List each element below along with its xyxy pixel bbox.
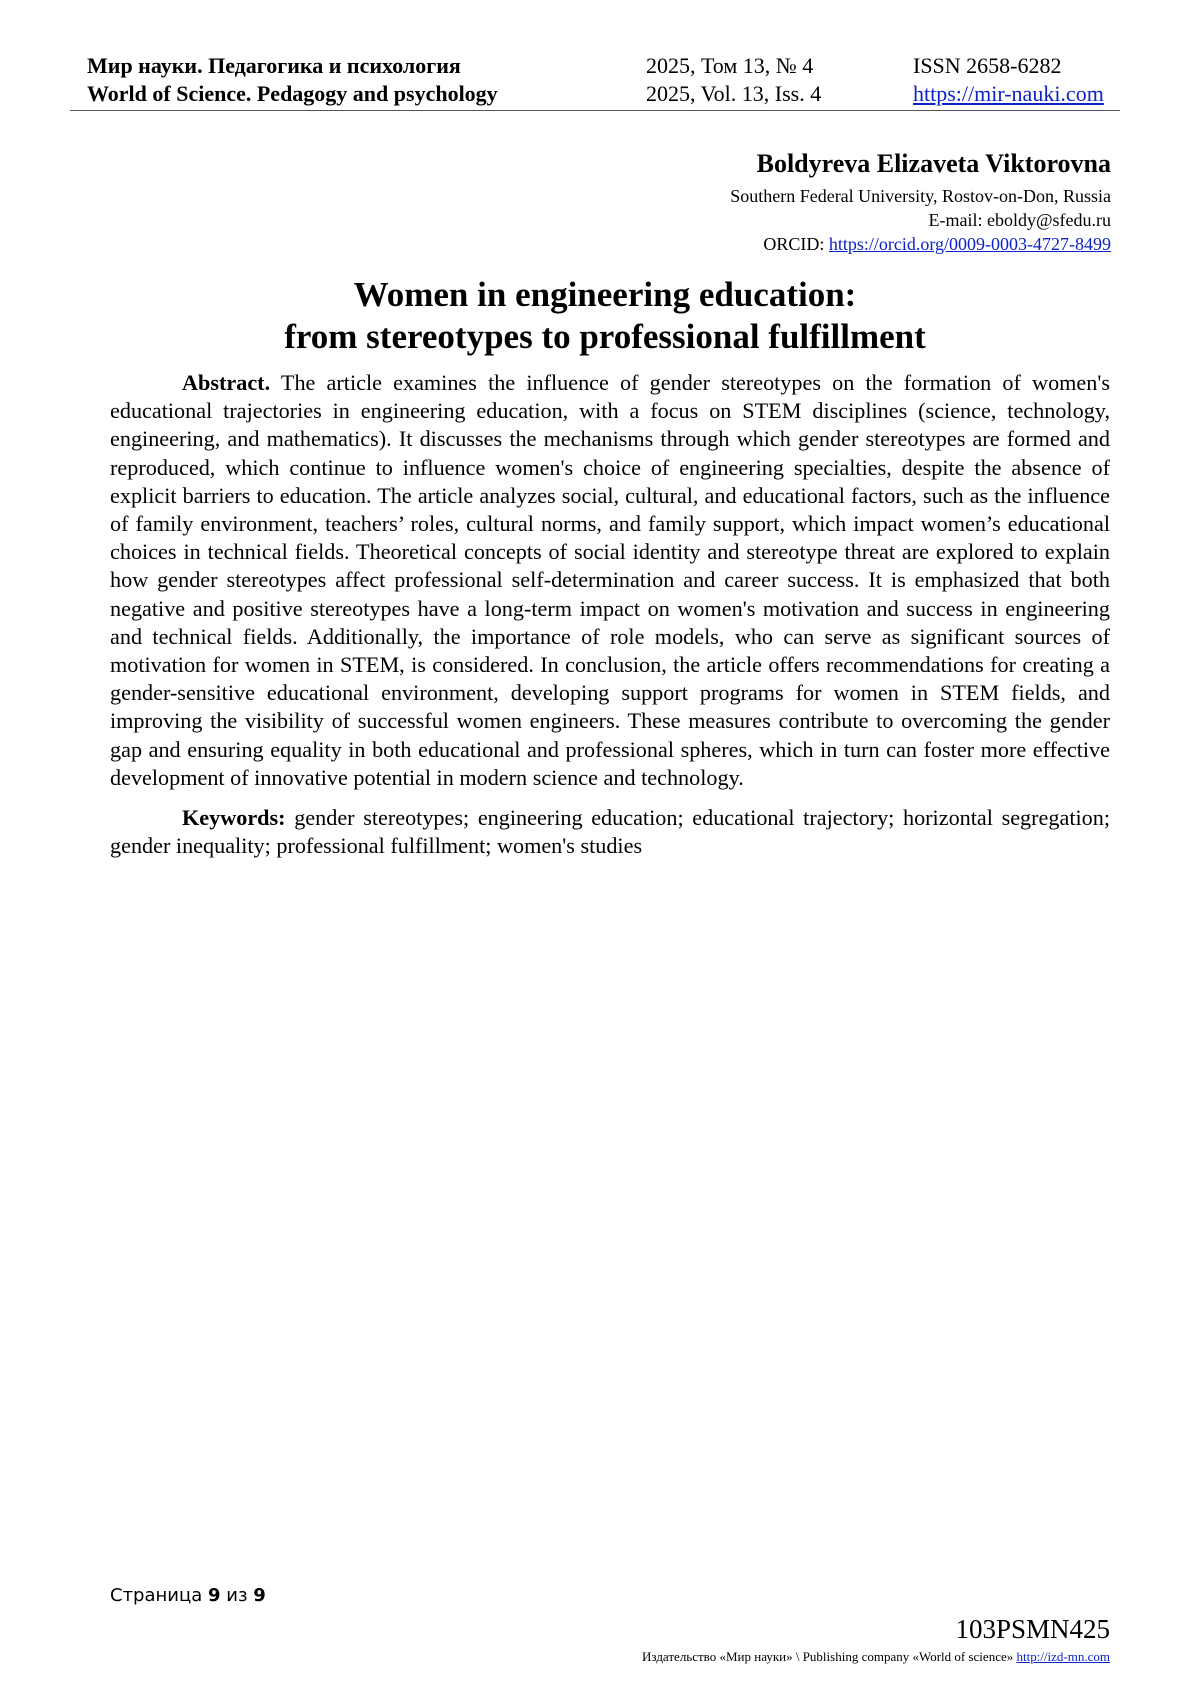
header-row-ru <box>87 52 1107 80</box>
title-line-1: Women in engineering education: <box>353 275 857 314</box>
author-email: E-mail: eboldy@sfedu.ru <box>928 210 1111 230</box>
abstract-section <box>110 369 1110 860</box>
page-counter-prefix: Страница <box>110 1585 203 1606</box>
journal-title-ru: Мир науки. Педагогика и психология <box>87 53 461 78</box>
issn: ISSN 2658-6282 <box>913 53 1062 78</box>
page-current: 9 <box>208 1585 221 1606</box>
page-total: 9 <box>253 1585 266 1606</box>
page-counter-of: из <box>226 1585 248 1606</box>
journal-website-link[interactable]: https://mir-nauki.com <box>913 81 1104 106</box>
keywords-paragraph <box>110 804 1110 860</box>
article-title <box>100 274 1110 358</box>
publisher-footer <box>642 1649 1110 1665</box>
publisher-link[interactable]: http://izd-mn.com <box>1016 1649 1110 1664</box>
keywords-label: Keywords: <box>182 805 286 831</box>
header-divider <box>70 110 1120 111</box>
author-block <box>730 148 1111 256</box>
document-id: 103PSMN425 <box>955 1614 1110 1644</box>
journal-title-en: World of Science. Pedagogy and psychology <box>87 81 498 106</box>
page-counter <box>110 1585 266 1606</box>
author-name: Boldyreva Elizaveta Viktorovna <box>756 149 1111 178</box>
issue-en: 2025, Vol. 13, Iss. 4 <box>646 81 822 106</box>
journal-header <box>87 52 1107 108</box>
keywords-text: gender stereotypes; engineering education; educational trajectory; horizontal segregation; gender inequality; professional fulfillment; women's studies <box>110 805 1111 859</box>
orcid-link[interactable]: https://orcid.org/0009-0003-4727-8499 <box>828 234 1111 254</box>
orcid-label: ORCID: <box>763 234 825 254</box>
author-affiliation: Southern Federal University, Rostov-on-Don, Russia <box>730 186 1111 206</box>
publisher-name: Издательство «Мир науки» \ Publishing company «World of science» <box>642 1649 1014 1664</box>
author-orcid <box>730 232 1111 256</box>
abstract-text: The article examines the influence of gender stereotypes on the formation of women's educational trajectories in engineering education, with a focus on STEM disciplines (science, technology, engineering, and mathematics). It discusses the mechanisms through which gender stereotypes are formed and reproduced, which continue to influence women's choice of engineering specialties, despite the absence of explicit barriers to education. The article analyzes social, cultural, and educational factors, such as the influence of family environment, teachers’ roles, cultural norms, and family support, which impact women’s educational choices in technical fields. Theoretical concepts of social identity and stereotype threat are explored to explain how gender stereotypes affect professional self-determination and career success. It is emphasized that both negative and positive stereotypes have a long-term impact on women's motivation and success in engineering and technical fields. Additionally, the importance of role models, who can serve as significant sources of motivation for women in STEM, is considered. In conclusion, the article offers recommendations for creating a gender-sensitive educational environment, developing support programs for women in STEM fields, and improving the visibility of successful women engineers. These measures contribute to overcoming the gender gap and ensuring equality in both educational and professional spheres, which in turn can foster more effective development of innovative potential in modern science and technology. <box>110 370 1110 790</box>
issue-ru: 2025, Том 13, № 4 <box>646 53 814 78</box>
abstract-paragraph <box>110 369 1110 792</box>
header-row-en <box>87 80 1107 108</box>
title-line-2: from stereotypes to professional fulfillment <box>284 317 926 356</box>
abstract-label: Abstract. <box>182 370 271 395</box>
